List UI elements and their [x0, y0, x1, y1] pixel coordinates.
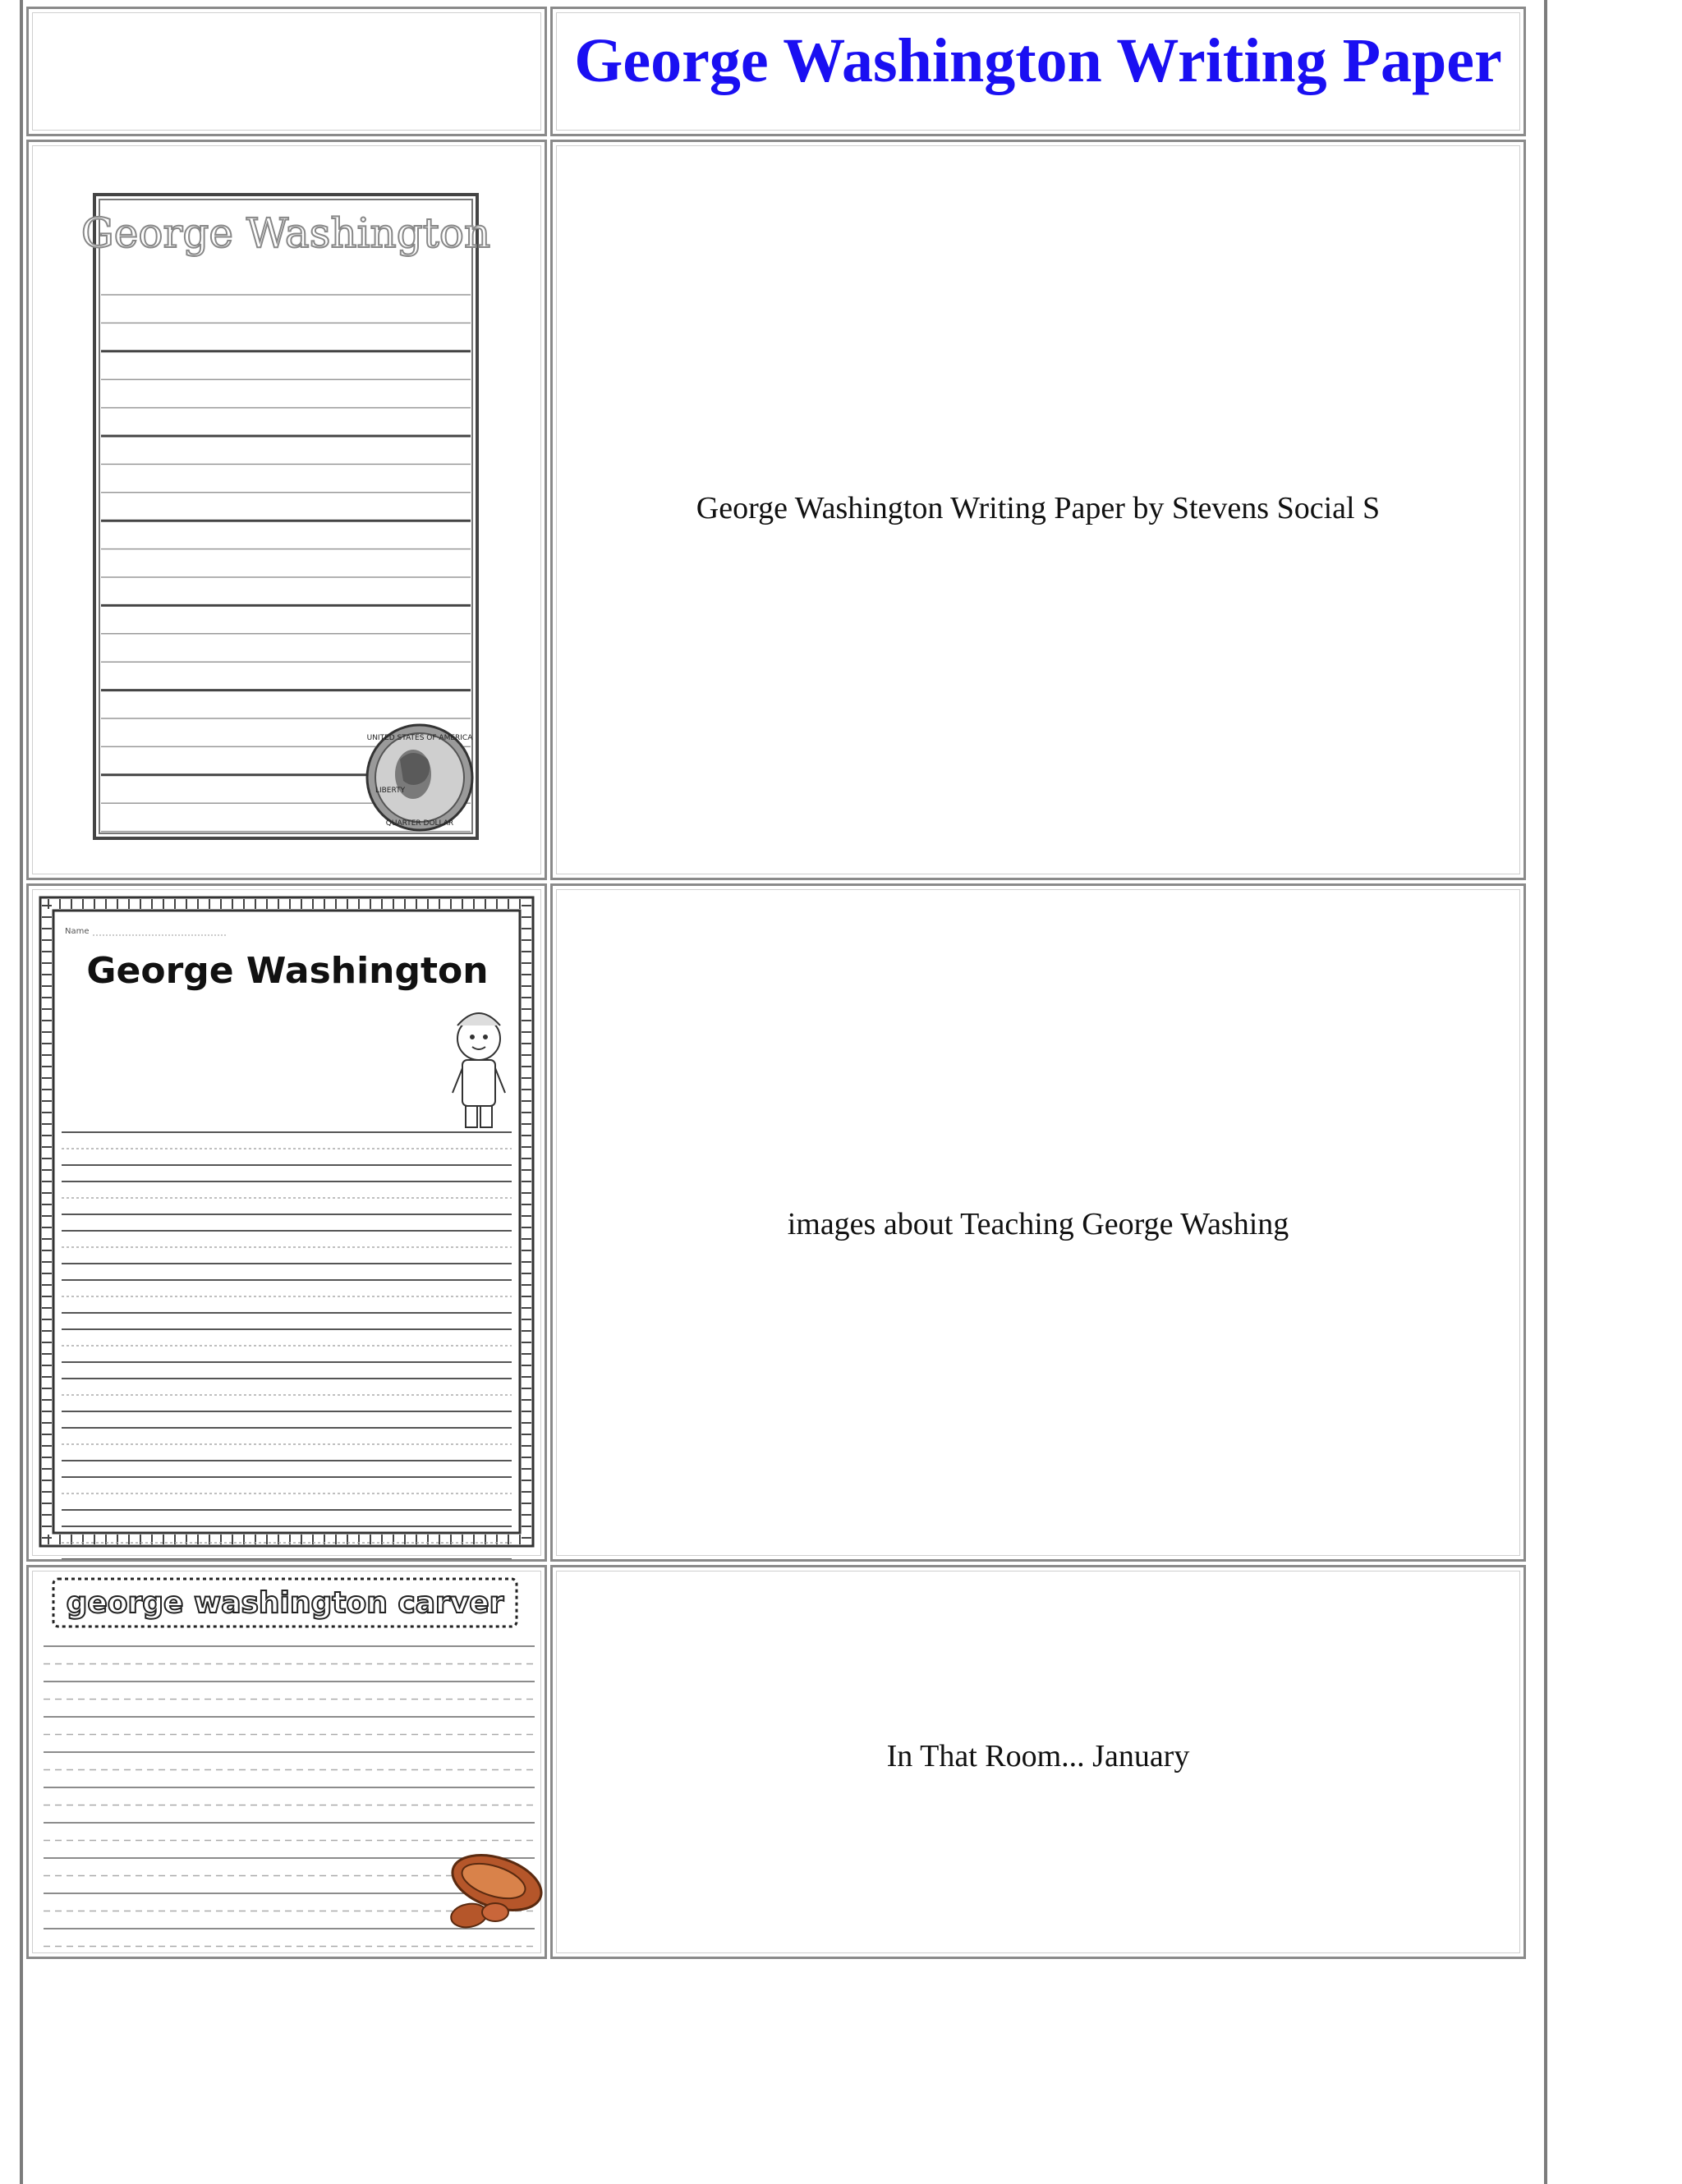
ruled-lines [44, 1646, 535, 1947]
page-title: George Washington Writing Paper [574, 26, 1502, 95]
caption-cell [550, 140, 1526, 880]
caption-cell [550, 883, 1526, 1562]
coin-bottom-text: QUARTER DOLLAR [385, 819, 454, 828]
thumbnail-heading: george washington carver [66, 1586, 504, 1620]
header-title-cell [550, 7, 1526, 136]
coin-top-text: UNITED STATES OF AMERICA [366, 734, 473, 742]
writing-paper-thumbnail[interactable] [29, 1567, 545, 1957]
header-empty-cell [26, 7, 547, 136]
image-caption[interactable]: In That Room... January [886, 1739, 1190, 1773]
writing-paper-thumbnail[interactable] [29, 886, 545, 1559]
quarter-coin-icon [367, 725, 474, 830]
thumbnail-heading: George Washington [86, 950, 489, 992]
thumbnail-cell [26, 1565, 547, 1959]
thumbnail-cell [26, 883, 547, 1562]
name-label: Name [65, 927, 90, 936]
thumbnail-heading: George Washington [80, 209, 491, 257]
thumbnail-cell [26, 140, 547, 880]
coin-left-text: LIBERTY [375, 787, 406, 795]
image-caption[interactable]: George Washington Writing Paper by Stevens Social S [696, 491, 1381, 525]
image-caption[interactable]: images about Teaching George Washing [787, 1207, 1289, 1241]
writing-paper-thumbnail[interactable] [29, 142, 545, 878]
caption-cell [550, 1565, 1526, 1959]
